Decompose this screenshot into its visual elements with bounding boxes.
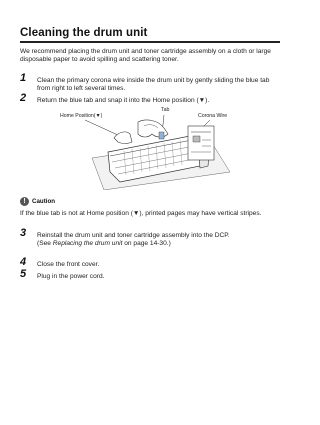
tab-label: Tab xyxy=(161,107,170,113)
step-number: 4 xyxy=(20,256,27,268)
step-3-line-1: Reinstall the drum unit and toner cartridge assembly into the DCP. xyxy=(37,232,230,239)
step-number: 2 xyxy=(20,92,27,104)
step-text: Plug in the power cord. xyxy=(37,273,105,280)
home-position-label: Home Position(▼) xyxy=(60,113,103,119)
corona-wire-label: Corona Wire xyxy=(198,113,228,119)
step-text: Return the blue tab and snap it into the Home position (▼). xyxy=(37,97,210,104)
step-text xyxy=(37,232,282,249)
title-underline xyxy=(20,41,280,43)
drum-unit-drawing xyxy=(60,112,260,190)
step-3-prefix: (See xyxy=(37,240,53,248)
step-number: 1 xyxy=(20,72,27,84)
step-3-suffix: on page 14-30.) xyxy=(122,240,171,248)
step-text: Clean the primary corona wire inside the drum unit by gently sliding the blue tab from right to left several times. xyxy=(37,77,270,93)
section-title: Cleaning the drum unit xyxy=(20,27,148,39)
caution-icon: ! xyxy=(20,197,29,206)
caution-text: If the blue tab is not at Home position (▼), printed pages may have vertical stripes. xyxy=(20,210,262,217)
caution-label: Caution xyxy=(32,198,56,205)
drum-unit-illustration xyxy=(60,107,260,190)
intro-paragraph: We recommend placing the drum unit and toner cartridge assembly on a cloth or large disposable paper to avoid spilling and scattering toner. xyxy=(20,48,271,64)
cross-reference-link[interactable]: Replacing the drum unit xyxy=(52,240,123,248)
step-number: 3 xyxy=(20,227,27,239)
step-number: 5 xyxy=(20,268,27,280)
step-text: Close the front cover. xyxy=(37,261,100,268)
